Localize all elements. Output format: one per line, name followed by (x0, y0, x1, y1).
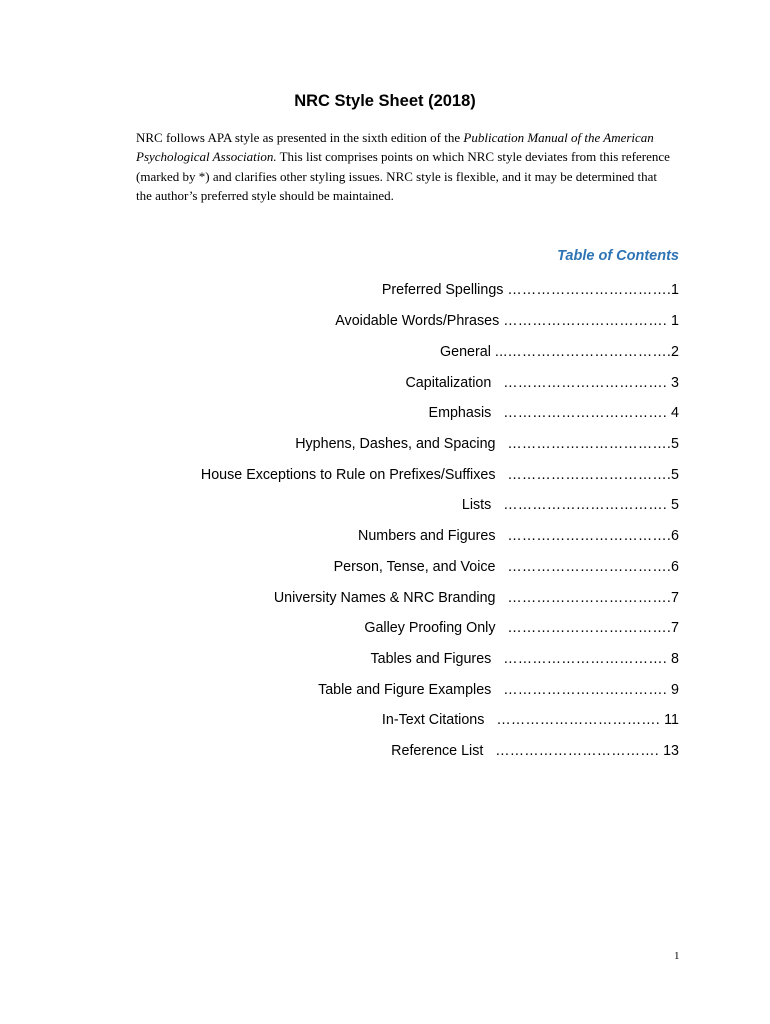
toc-entry-separator (491, 374, 503, 392)
toc-entry-page: 1 (671, 313, 679, 329)
toc-entry-separator (495, 466, 507, 484)
intro-text-start: NRC follows APA style as presented in the sixth edition of the (136, 130, 464, 145)
toc-dot-leader: ……………………………. (507, 559, 672, 575)
toc-dot-leader: ……………………………. (507, 620, 672, 636)
toc-entry[interactable] (334, 558, 679, 576)
toc-entry[interactable] (274, 589, 679, 607)
toc-entry[interactable] (364, 619, 679, 637)
toc-entry-label: In-Text Citations (381, 712, 485, 728)
toc-entry[interactable] (201, 466, 679, 484)
toc-entry-page: 7 (671, 590, 679, 606)
toc-entry-separator (483, 742, 495, 760)
toc-entry-label: House Exceptions to Rule on Prefixes/Suffixes (200, 467, 496, 483)
toc-dot-leader: ……………………………. (507, 282, 672, 298)
toc-entry[interactable] (429, 404, 679, 422)
toc-dot-leader: ……………………………. (503, 497, 672, 513)
toc-entry[interactable] (371, 650, 680, 668)
toc-dot-leader: ……………………………. (507, 528, 672, 544)
toc-entry-separator (495, 589, 507, 607)
toc-entry-label: Reference List (391, 743, 484, 759)
toc-entry[interactable] (405, 374, 679, 392)
toc-entry[interactable] (358, 527, 679, 545)
toc-entry-page: 7 (671, 620, 679, 636)
toc-entry-separator (495, 558, 507, 576)
toc-entry[interactable] (382, 281, 679, 299)
toc-entry-page: 3 (671, 375, 679, 391)
toc-entry-label: Capitalization (405, 375, 492, 391)
toc-entry[interactable] (382, 711, 679, 729)
toc-entry-page: 5 (671, 436, 679, 452)
toc-entry-page: 1 (671, 282, 679, 298)
toc-dot-leader: ……………………………. (503, 405, 672, 421)
toc-entry-separator (491, 496, 503, 514)
toc-entry-page: 8 (671, 651, 679, 667)
toc-entry-separator (491, 681, 503, 699)
toc-entry[interactable] (295, 435, 679, 453)
toc-entry-page: 4 (671, 405, 679, 421)
toc-dot-leader: ……………………………. (503, 313, 672, 329)
toc-entry-separator (495, 435, 507, 453)
toc-dot-leader: ……………………………. (503, 651, 672, 667)
toc-entry-label: Emphasis (428, 405, 492, 421)
toc-entry-page: 2 (671, 344, 679, 360)
toc-entry[interactable] (391, 742, 679, 760)
toc-entry-page: 5 (671, 467, 679, 483)
toc-entry-separator (484, 711, 496, 729)
toc-entry[interactable] (335, 312, 679, 330)
page-number: 1 (674, 950, 680, 962)
toc-dot-leader: ……………………………. (503, 682, 672, 698)
intro-text-end: This list comprises points on which NRC style deviates from this reference (marked by *) and clarifies other styling issues. NRC style is flexible, and it may be determined that the author’s preferred style should be maintained. (136, 149, 670, 203)
toc-entry-page: 6 (671, 559, 679, 575)
toc-entry-label: Avoidable Words/Phrases (335, 313, 500, 329)
toc-dot-leader: ……………………………. (503, 375, 672, 391)
toc-entry-label: Galley Proofing Only (364, 620, 496, 636)
document-title: NRC Style Sheet (2018) (294, 92, 476, 110)
toc-dot-leader: ……………………………. (507, 436, 672, 452)
toc-dot-leader: ……………………………. (495, 743, 664, 759)
toc-entry-label: Table and Figure Examples (318, 682, 492, 698)
toc-entry-label: Lists (461, 497, 492, 513)
toc-entry-page: 11 (664, 712, 679, 728)
toc-entry-page: 6 (671, 528, 679, 544)
toc-entry[interactable] (462, 496, 679, 514)
toc-entry-page: 5 (671, 497, 679, 513)
toc-entry-label: University Names & NRC Branding (273, 590, 496, 606)
toc-entry[interactable] (440, 343, 679, 361)
toc-dot-leader: ……………………………. (507, 590, 672, 606)
toc-dot-leader: ……………………………. (507, 467, 672, 483)
intro-publication-title: Publication Manual of the American Psychological Association. (136, 130, 654, 165)
toc-entry-separator (491, 650, 503, 668)
toc-dot-leader: ...……………………………. (494, 344, 672, 360)
toc-entry-separator (495, 527, 507, 545)
toc-entry-label: Person, Tense, and Voice (333, 559, 496, 575)
toc-entry-label: Preferred Spellings (381, 282, 504, 298)
toc-entry-separator (491, 404, 503, 422)
toc-entry-label: Hyphens, Dashes, and Spacing (295, 436, 496, 452)
toc-entry-page: 13 (663, 743, 679, 759)
toc-entry-page: 9 (671, 682, 679, 698)
toc-entry[interactable] (318, 681, 679, 699)
toc-entry-label: Numbers and Figures (358, 528, 496, 544)
toc-entry-separator (495, 619, 507, 637)
toc-entry-label: General (440, 344, 491, 360)
toc-dot-leader: ……………………………. (496, 712, 665, 728)
toc-entry-label: Tables and Figures (370, 651, 492, 667)
toc-heading: Table of Contents (557, 248, 679, 264)
